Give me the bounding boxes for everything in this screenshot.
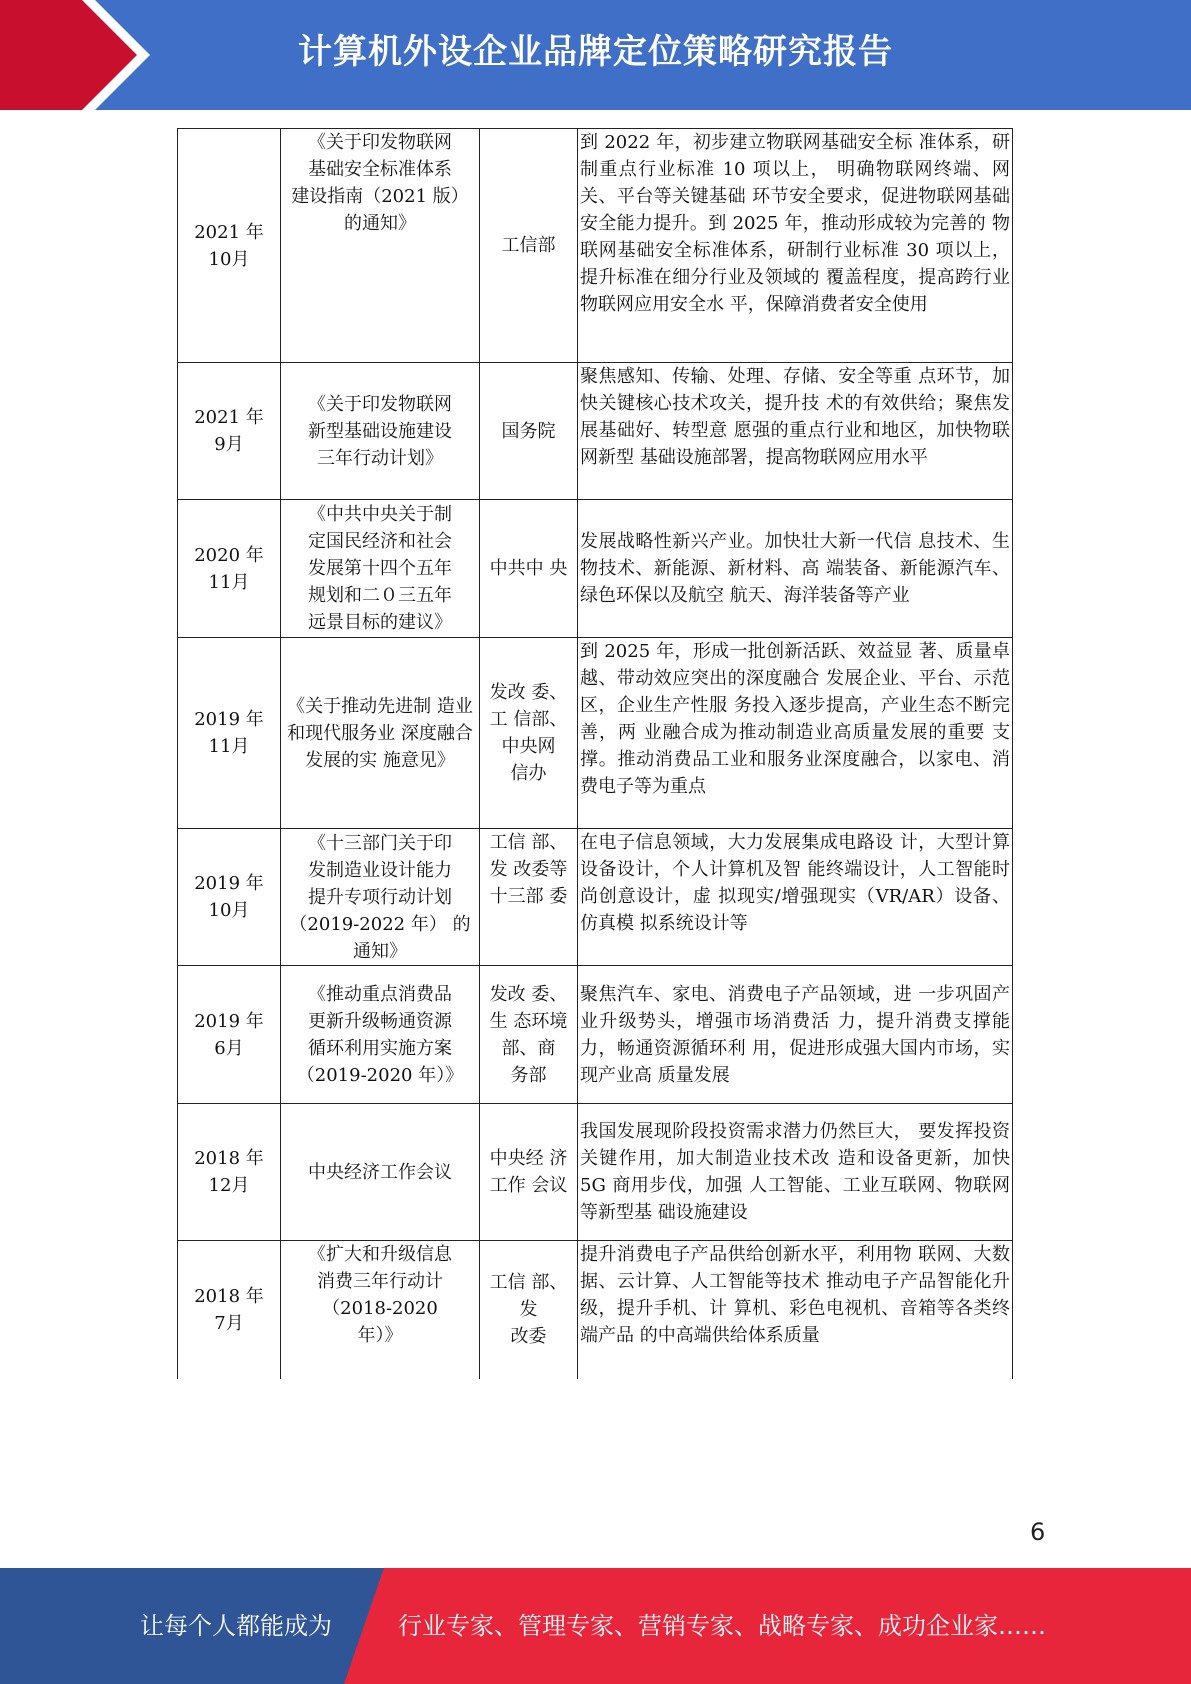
row-issuer: 工信 部、发 改委等 十三部 委 [480, 829, 578, 966]
row-policy-title: 《扩大和升级信息 消费三年行动计 （2018-2020 年）》 [281, 1241, 480, 1379]
row-policy-title: 《十三部门关于印 发制造业设计能力 提升专项行动计划 （2019-2022 年） 的 通知》 [281, 829, 480, 966]
row-issuer: 国务院 [480, 363, 578, 500]
table-row [178, 829, 1013, 966]
row-date: 2021 年 10月 [178, 129, 281, 363]
row-date: 2018 年 7月 [178, 1241, 281, 1379]
page-number: 6 [1030, 1518, 1046, 1546]
row-date: 2018 年 12月 [178, 1104, 281, 1241]
table-row [178, 638, 1013, 829]
table-row [178, 1104, 1013, 1241]
row-content: 发展战略性新兴产业。加快壮大新一代信 息技术、生物技术、新能源、新材料、高 端装备、新能源汽车、绿色环保以及航空 航天、海洋装备等产业 [578, 500, 1013, 638]
row-issuer: 中央经 济 工作 会议 [480, 1104, 578, 1241]
row-policy-title: 《关于印发物联网 新型基础设施建设 三年行动计划》 [281, 363, 480, 500]
row-content: 我国发展现阶段投资需求潜力仍然巨大， 要发挥投资关键作用，加大制造业技术改 造和设备更新，加快 5G 商用步伐，加强 人工智能、工业互联网、物联网等新型基 础设施建设 [578, 1104, 1013, 1241]
row-policy-title: 《推动重点消费品 更新升级畅通资源 循环利用实施方案 （2019-2020 年）》 [281, 966, 480, 1104]
row-issuer: 中共中 央 [480, 500, 578, 638]
page-footer [0, 1568, 1191, 1684]
row-policy-title: 《关于推动先进制 造业和现代服务业 深度融合发展的实 施意见》 [281, 638, 480, 829]
row-content: 在电子信息领域，大力发展集成电路设 计，大型计算设备设计，个人计算机及智 能终端设计，人工智能时尚创意设计，虚 拟现实/增强现实（VR/AR）设备、仿真模 拟系统设计等 [578, 829, 1013, 966]
row-content: 到 2025 年，形成一批创新活跃、效益显 著、质量卓越、带动效应突出的深度融合 发展企业、平台、示范区，企业生产性服 务投入逐步提高，产业生态不断完善，两 业融合成为推动制造业高质量发展的重要 支撑。推动消费品工业和服务业深度融合，以家电、消费电子等为重点 [578, 638, 1013, 829]
table-row [178, 129, 1013, 363]
row-policy-title: 《关于印发物联网 基础安全标准体系 建设指南（2021 版） 的通知》 [281, 129, 480, 363]
row-issuer: 工信部 [480, 129, 578, 363]
table-row [178, 363, 1013, 500]
row-issuer: 工信 部、发 改委 [480, 1241, 578, 1379]
row-date: 2020 年 11月 [178, 500, 281, 638]
row-content: 到 2022 年，初步建立物联网基础安全标 准体系，研制重点行业标准 10 项以上， 明确物联网终端、网关、平台等关键基础 环节安全要求，促进物联网基础安全能力提升。到 2025 年，推动形成较为完善的 物联网基础安全标准体系，研制行业标准 30 项以上，提升标准在细分行业及领域的 覆盖程度，提高跨行业物联网应用安全水 平，保障消费者安全使用 [578, 129, 1013, 363]
footer-slogan-right: 行业专家、管理专家、营销专家、战略专家、成功企业家…… [398, 1612, 1046, 1640]
row-issuer: 发改 委、工 信部、 中央网 信办 [480, 638, 578, 829]
footer-slogan-left: 让每个人都能成为 [140, 1612, 332, 1640]
policy-table [177, 128, 1013, 1379]
row-policy-title: 《中共中央关于制 定国民经济和社会 发展第十四个五年 规划和二０三五年 远景目标的建议》 [281, 500, 480, 638]
row-date: 2019 年 11月 [178, 638, 281, 829]
row-content: 聚焦感知、传输、处理、存储、安全等重 点环节，加快关键核心技术攻关，提升技 术的有效供给；聚焦发展基础好、转型意 愿强的重点行业和地区，加快物联网新型 基础设施部署，提高物联网应用水平 [578, 363, 1013, 500]
row-content: 聚焦汽车、家电、消费电子产品领域，进 一步巩固产业升级势头，增强市场消费活 力，提升消费支撑能力，畅通资源循环利 用，促进形成强大国内市场，实现产业高 质量发展 [578, 966, 1013, 1104]
row-date: 2019 年 10月 [178, 829, 281, 966]
row-date: 2019 年 6月 [178, 966, 281, 1104]
table-row [178, 1241, 1013, 1379]
page-header [0, 0, 1191, 110]
row-date: 2021 年 9月 [178, 363, 281, 500]
table-row [178, 966, 1013, 1104]
row-issuer: 发改 委、生 态环境 部、商 务部 [480, 966, 578, 1104]
report-title: 计算机外设企业品牌定位策略研究报告 [298, 32, 893, 72]
row-policy-title: 中央经济工作会议 [281, 1104, 480, 1241]
table-row [178, 500, 1013, 638]
row-content: 提升消费电子产品供给创新水平，利用物 联网、大数据、云计算、人工智能等技术 推动电子产品智能化升级，提升手机、计 算机、彩色电视机、音箱等各类终端产品 的中高端供给体系质量 [578, 1241, 1013, 1379]
